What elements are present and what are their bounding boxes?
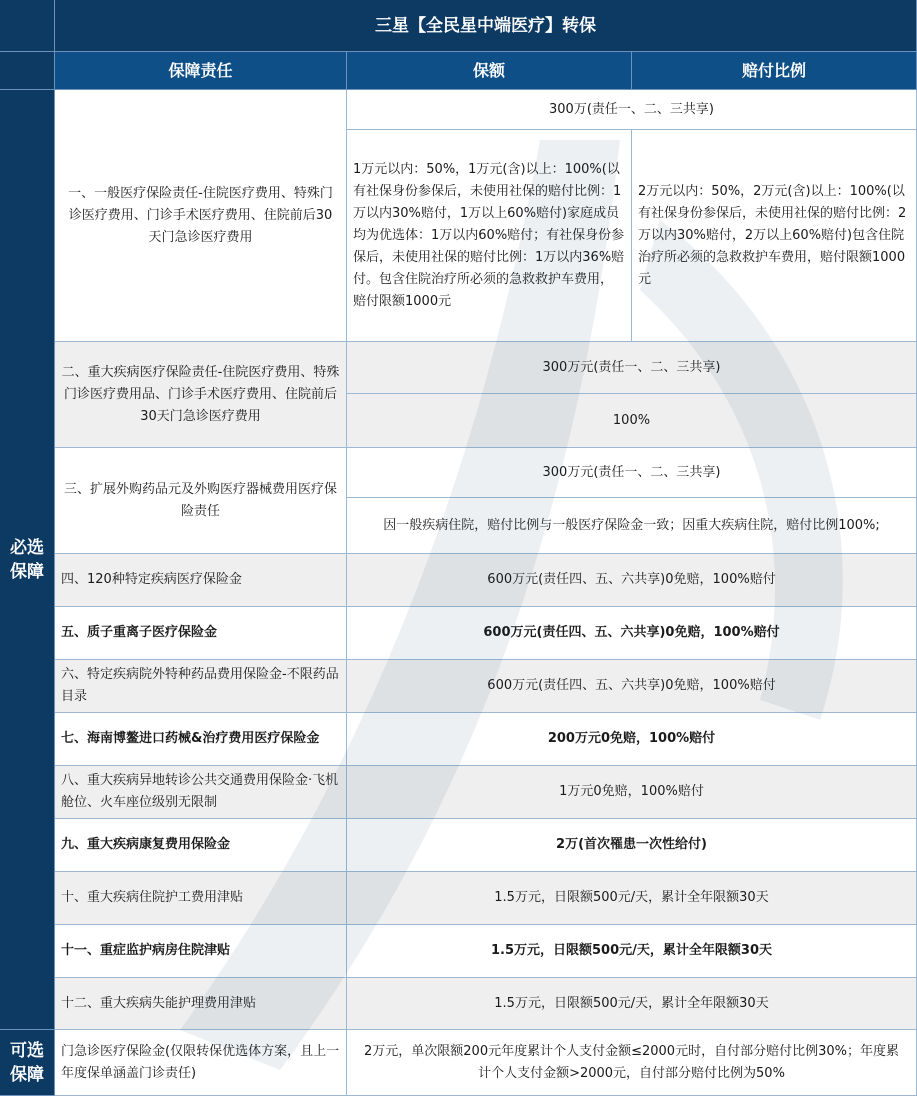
corner-cell: [0, 0, 55, 52]
value-12: 1.5万元，日限额500元/天，累计全年限额30天: [347, 978, 917, 1030]
header-corner: [0, 52, 55, 90]
value-7: 200万元0免赔，100%赔付: [347, 713, 917, 766]
amount-2: 300万元(责任一、二、三共享): [347, 342, 917, 394]
amount-1: 300万(责任一、二、三共享): [347, 90, 917, 130]
value-6: 600万元(责任四、五、六共享)0免赔，100%赔付: [347, 660, 917, 713]
coverage-name-9: 九、重大疾病康复费用保险金: [55, 819, 347, 872]
coverage-name-6: 六、特定疾病院外特种药品费用保险金-不限药品目录: [55, 660, 347, 713]
ratio-3: 因一般疾病住院，赔付比例与一般医疗保险金一致；因重大疾病住院，赔付比例100%;: [347, 498, 917, 554]
group-mandatory: 必选保障: [0, 90, 55, 1030]
header-amount: 保额: [347, 52, 632, 90]
ratio-detail-1a: 1万元以内：50%，1万元(含)以上：100%(以有社保身份参保后，未使用社保的赔付比例：1万以内30%赔付，1万以上60%赔付)家庭成员均为优选体：1万以内60%赔付；有社保身份参保后，未使用社保的赔付比例：1万以内36%赔付。包含住院治疗所必须的急救救护车费用，赔付限额1000元: [347, 130, 632, 342]
value-5: 600万元(责任四、五、六共享)0免赔，100%赔付: [347, 607, 917, 660]
coverage-name-13: 门急诊医疗保险金(仅限转保优选体方案，且上一年度保单涵盖门诊责任): [55, 1030, 347, 1096]
coverage-name-5: 五、质子重离子医疗保险金: [55, 607, 347, 660]
value-11: 1.5万元，日限额500元/天，累计全年限额30天: [347, 925, 917, 978]
coverage-name-1: 一、一般医疗保险责任-住院医疗费用、特殊门诊医疗费用、门诊手术医疗费用、住院前后30天门急诊医疗费用: [55, 90, 347, 342]
ratio-detail-1b: 2万元以内：50%，2万元(含)以上：100%(以有社保身份参保后，未使用社保的赔付比例：2万以内30%赔付，2万以上60%赔付)包含住院治疗所必须的急救救护车费用，赔付限额1000元: [632, 130, 917, 342]
coverage-name-8: 八、重大疾病异地转诊公共交通费用保险金·飞机舱位、火车座位级别无限制: [55, 766, 347, 819]
table-title: 三星【全民星中端医疗】转保: [55, 0, 917, 52]
value-4: 600万元(责任四、五、六共享)0免赔，100%赔付: [347, 554, 917, 607]
value-8: 1万元0免赔，100%赔付: [347, 766, 917, 819]
ratio-2: 100%: [347, 394, 917, 448]
value-10: 1.5万元，日限额500元/天，累计全年限额30天: [347, 872, 917, 925]
amount-3: 300万元(责任一、二、三共享): [347, 448, 917, 498]
value-13: 2万元，单次限额200元年度累计个人支付金额≤2000元时，自付部分赔付比例30%；年度累计个人支付金额>2000元，自付部分赔付比例为50%: [347, 1030, 917, 1096]
value-9: 2万(首次罹患一次性给付): [347, 819, 917, 872]
header-ratio: 赔付比例: [632, 52, 917, 90]
coverage-name-11: 十一、重症监护病房住院津贴: [55, 925, 347, 978]
header-coverage: 保障责任: [55, 52, 347, 90]
coverage-name-7: 七、海南博鳌进口药械&治疗费用医疗保险金: [55, 713, 347, 766]
coverage-name-12: 十二、重大疾病失能护理费用津贴: [55, 978, 347, 1030]
coverage-name-2: 二、重大疾病医疗保险责任-住院医疗费用、特殊门诊医疗费用品、门诊手术医疗费用、住院前后30天门急诊医疗费用: [55, 342, 347, 448]
group-optional: 可选保障: [0, 1030, 55, 1096]
coverage-name-3: 三、扩展外购药品元及外购医疗器械费用医疗保险责任: [55, 448, 347, 554]
coverage-name-10: 十、重大疾病住院护工费用津贴: [55, 872, 347, 925]
coverage-name-4: 四、120种特定疾病医疗保险金: [55, 554, 347, 607]
